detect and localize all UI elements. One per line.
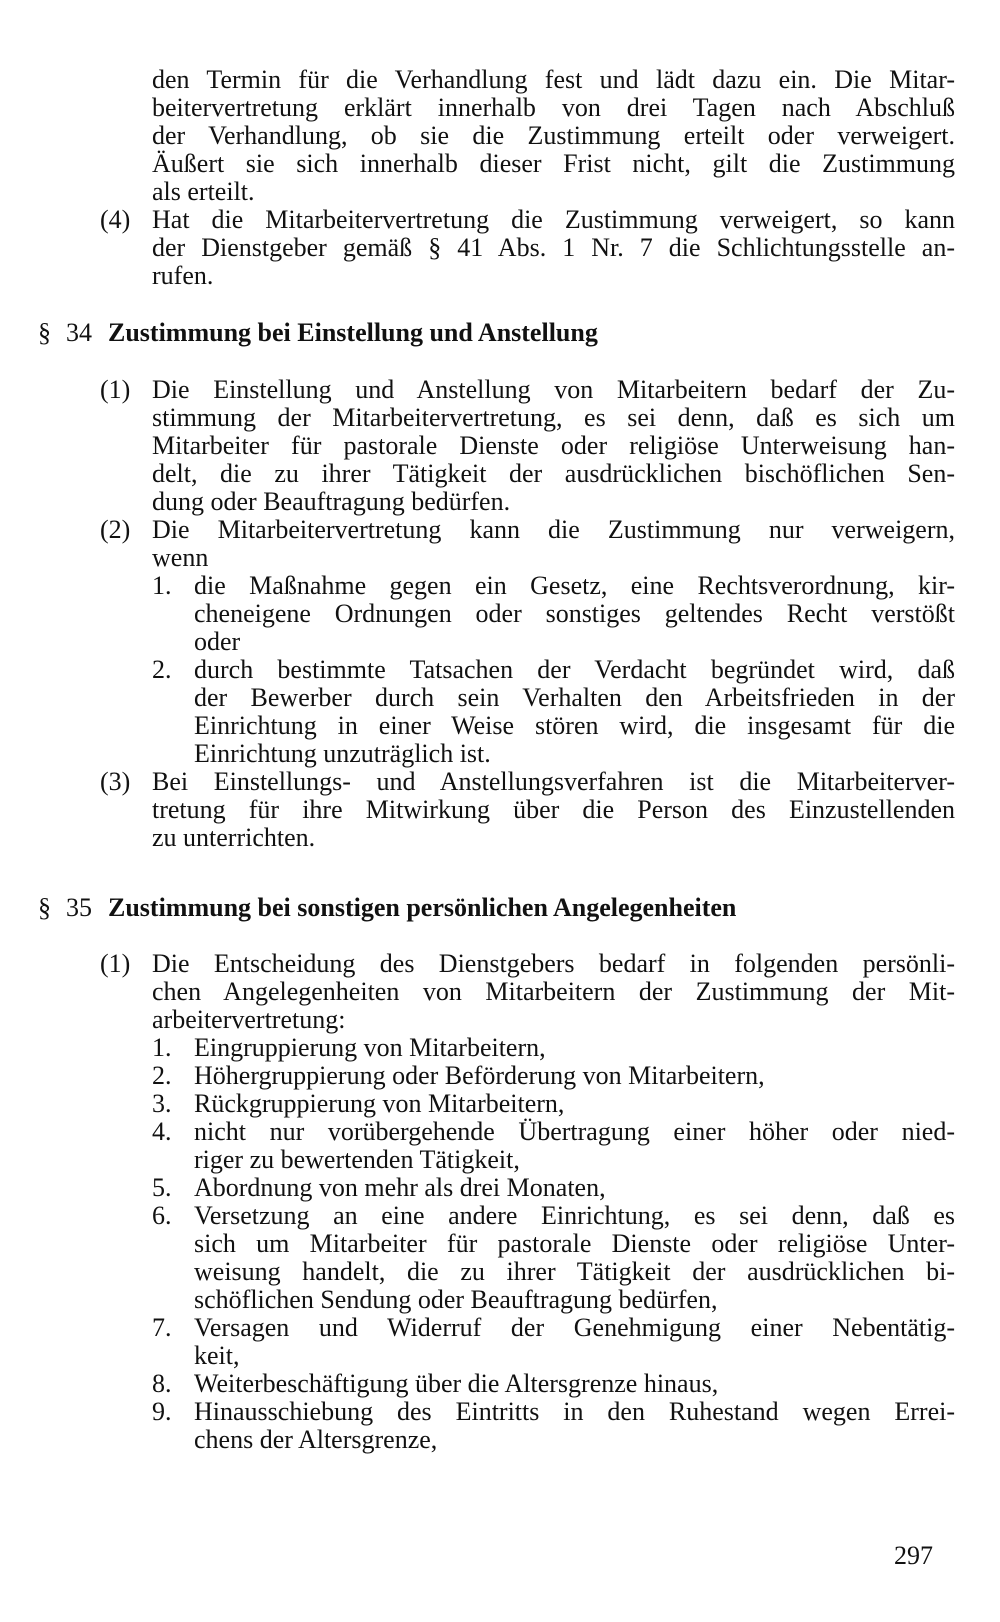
text-line: Mitarbeiter für pastorale Dienste oder religiöse Unterweisung han- [152,431,955,460]
text-line: rufen. [152,261,214,290]
text-line: die Maßnahme gegen ein Gesetz, eine Rechtsverordnung, kir- [194,571,955,600]
list-item [100,1090,955,1118]
intro-paragraph [100,66,955,290]
text-line: zu unterrichten. [152,823,316,852]
list-item [100,1174,955,1202]
text-line: weisung handelt, die zu ihrer Tätigkeit der ausdrücklichen bi- [194,1257,955,1286]
section-number: 35 [66,893,92,922]
paragraph-number: (2) [100,515,131,544]
text-line: Weiterbeschäftigung über die Altersgrenze hinaus, [194,1369,719,1398]
text-line: Einrichtung unzuträglich ist. [194,739,491,768]
text-line: chen Angelegenheiten von Mitarbeitern der Zustimmung der Mit- [152,977,955,1006]
text-line: den Termin für die Verhandlung fest und lädt dazu ein. Die Mitar- [152,65,955,94]
text-line: cheneigene Ordnungen oder sonstiges geltendes Recht verstößt [194,599,955,628]
text-line: Versagen und Widerruf der Genehmigung einer Nebentätig- [194,1313,955,1342]
text-line: schöflichen Sendung oder Beauftragung bedürfen, [194,1285,718,1314]
text-line: Die Einstellung und Anstellung von Mitarbeitern bedarf der Zu- [152,375,955,404]
item-number: 6. [152,1201,172,1230]
text-line: nicht nur vorübergehende Übertragung einer höher oder nied- [194,1117,955,1146]
text-line: als erteilt. [152,177,255,206]
text-line: Hinausschiebung des Eintritts in den Ruhestand wegen Errei- [194,1397,955,1426]
list-item [100,1118,955,1174]
text-line: Eingruppierung von Mitarbeitern, [194,1033,546,1062]
list-item [100,1314,955,1370]
list-item [100,1398,955,1454]
section-symbol: § [38,893,51,922]
text-line: Hat die Mitarbeitervertretung die Zustimmung verweigert, so kann [152,205,955,234]
text-line: Die Entscheidung des Dienstgebers bedarf in folgenden persönli- [152,949,955,978]
text-line: Höhergruppierung oder Beförderung von Mitarbeitern, [194,1061,765,1090]
text-line: oder [194,627,241,656]
paragraph-3 [100,768,955,852]
list-item [100,656,955,768]
page-number: 297 [894,1541,933,1570]
text-line: delt, die zu ihrer Tätigkeit der ausdrücklichen bischöflichen Sen- [152,459,955,488]
list-item [100,1202,955,1314]
item-number: 5. [152,1173,172,1202]
paragraph-1 [100,376,955,516]
section-35-heading [38,893,736,923]
text-line: Einrichtung in einer Weise stören wird, die insgesamt für die [194,711,955,740]
text-line: chens der Altersgrenze, [194,1425,438,1454]
section-symbol: § [38,318,51,347]
section-title: Zustimmung bei Einstellung und Anstellung [108,318,598,347]
paragraph-number: (4) [100,205,131,234]
text-line: Versetzung an eine andere Einrichtung, es sei denn, daß es [194,1201,955,1230]
paragraph-4 [100,206,955,290]
section-35-body [100,950,955,1454]
paragraph-number: (3) [100,767,131,796]
section-34-body [100,376,955,852]
text-line: Die Mitarbeitervertretung kann die Zustimmung nur verweigern, [152,515,955,544]
item-number: 3. [152,1089,172,1118]
list-item [100,1062,955,1090]
text-line: keit, [194,1341,240,1370]
text-line: dung oder Beauftragung bedürfen. [152,487,511,516]
text-line: beitervertretung erklärt innerhalb von drei Tagen nach Abschluß [152,93,955,122]
text-line: Bei Einstellungs- und Anstellungsverfahren ist die Mitarbeiterver- [152,767,955,796]
text-line: Rückgruppierung von Mitarbeitern, [194,1089,565,1118]
text-line: stimmung der Mitarbeitervertretung, es sei denn, daß es sich um [152,403,955,432]
text-line: durch bestimmte Tatsachen der Verdacht begründet wird, daß [194,655,955,684]
text-line: arbeitervertretung: [152,1005,346,1034]
text-line: wenn [152,543,209,572]
text-line: der Bewerber durch sein Verhalten den Arbeitsfrieden in der [194,683,955,712]
text-line: tretung für ihre Mitwirkung über die Person des Einzustellenden [152,795,955,824]
paragraph-number: (1) [100,375,131,404]
item-number: 8. [152,1369,172,1398]
item-number: 2. [152,655,172,684]
item-number: 1. [152,1033,172,1062]
text-line: Abordnung von mehr als drei Monaten, [194,1173,606,1202]
list-item [100,572,955,656]
paragraph-1 [100,950,955,1454]
section-34-heading [38,318,598,348]
text-line: sich um Mitarbeiter für pastorale Dienste oder religiöse Unter- [194,1229,955,1258]
item-number: 7. [152,1313,172,1342]
item-number: 1. [152,571,172,600]
paragraph-2 [100,516,955,768]
section-title: Zustimmung bei sonstigen persönlichen Angelegenheiten [108,893,737,922]
text-line: Äußert sie sich innerhalb dieser Frist nicht, gilt die Zustimmung [152,149,955,178]
paragraph-number: (1) [100,949,131,978]
list-item [100,1370,955,1398]
text-line: riger zu bewertenden Tätigkeit, [194,1145,520,1174]
item-number: 9. [152,1397,172,1426]
list-item [100,1034,955,1062]
item-number: 2. [152,1061,172,1090]
text-line: der Verhandlung, ob sie die Zustimmung erteilt oder verweigert. [152,121,955,150]
section-number: 34 [66,318,92,347]
item-number: 4. [152,1117,172,1146]
text-line: der Dienstgeber gemäß § 41 Abs. 1 Nr. 7 die Schlichtungsstelle an- [152,233,955,262]
